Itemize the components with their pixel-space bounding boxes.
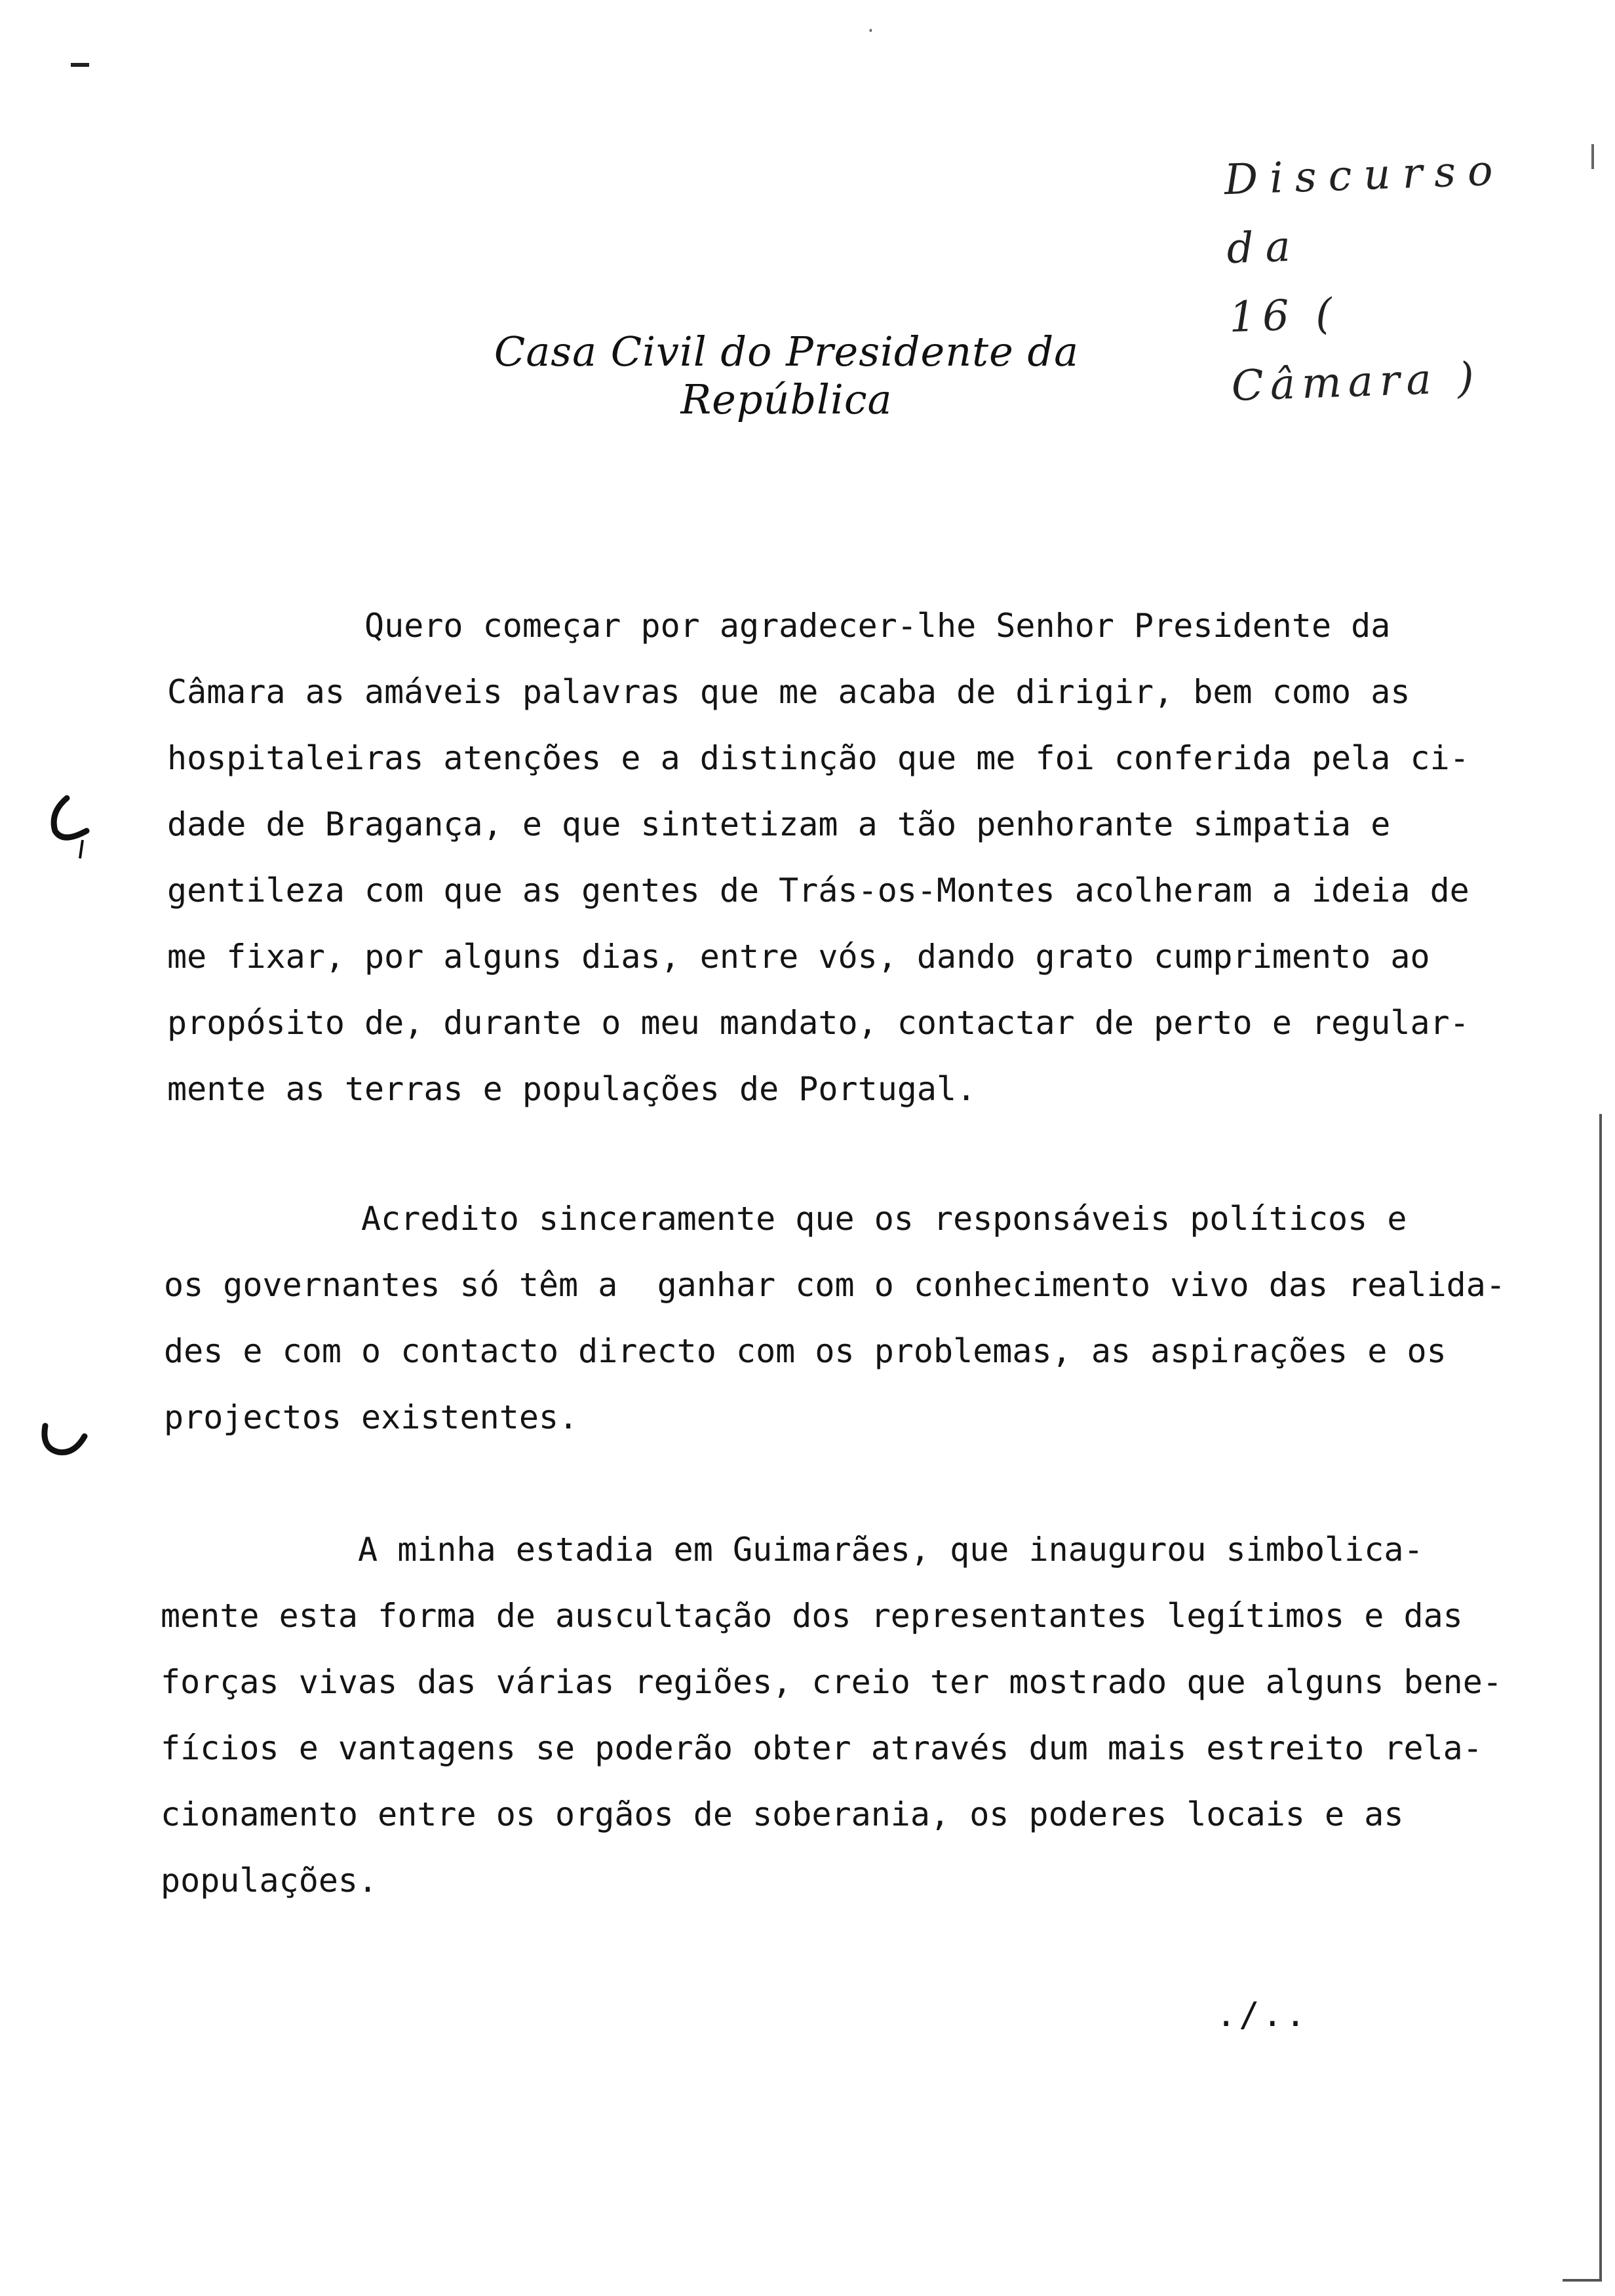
continuation-mark: ./.. xyxy=(1216,1995,1309,2035)
page-edge-line xyxy=(1599,1114,1602,2280)
text-line: os governantes só têm a ganhar com o conhecimento vivo das realida- xyxy=(164,1266,1506,1304)
text-line: me fixar, por alguns dias, entre vós, dando grato cumprimento ao xyxy=(167,938,1430,976)
text-line: forças vivas das várias regiões, creio ter mostrado que alguns bene- xyxy=(161,1663,1502,1701)
text-line: Câmara as amáveis palavras que me acaba de dirigir, bem como as xyxy=(167,673,1411,711)
text-line: mente esta forma de auscultação dos representantes legítimos e das xyxy=(161,1597,1463,1635)
page-edge-foot xyxy=(1563,2279,1602,2282)
binder-hole-mark xyxy=(46,793,98,865)
handwritten-note-line-1: Discurso da xyxy=(1223,146,1506,274)
margin-dash-mark xyxy=(71,63,89,67)
handwritten-note-line-2: 16 ( Câmara ) xyxy=(1228,290,1482,411)
text-line: gentileza com que as gentes de Trás-os-Montes acolheram a ideia de xyxy=(167,871,1469,909)
text-line: cionamento entre os orgãos de soberania, os poderes locais e as xyxy=(161,1795,1404,1833)
text-line: populações. xyxy=(161,1862,378,1900)
text-line: projectos existentes. xyxy=(164,1398,579,1436)
text-line: fícios e vantagens se poderão obter através dum mais estreito rela- xyxy=(161,1729,1483,1767)
text-line: dade de Bragança, e que sintetizam a tão penhorante simpatia e xyxy=(167,805,1391,843)
handwritten-note xyxy=(1223,136,1536,411)
corner-tick-mark xyxy=(1591,144,1594,169)
speck-mark: · xyxy=(865,20,876,41)
text-line: mente as terras e populações de Portugal. xyxy=(167,1070,977,1108)
text-line: A minha estadia em Guimarães, que inaugurou simbolica- xyxy=(161,1531,1424,1569)
binder-hole-mark xyxy=(36,1422,95,1468)
text-line: Quero começar por agradecer-lhe Senhor Presidente da xyxy=(167,607,1391,645)
letterhead: Casa Civil do Presidente da República xyxy=(494,328,1080,423)
text-line: propósito de, durante o meu mandato, contactar de perto e regular- xyxy=(167,1004,1469,1042)
text-line: hospitaleiras atenções e a distinção que me foi conferida pela ci- xyxy=(167,739,1469,777)
text-line: des e com o contacto directo com os problemas, as aspirações e os xyxy=(164,1332,1447,1370)
text-line: Acredito sinceramente que os responsáveis políticos e xyxy=(164,1200,1407,1238)
